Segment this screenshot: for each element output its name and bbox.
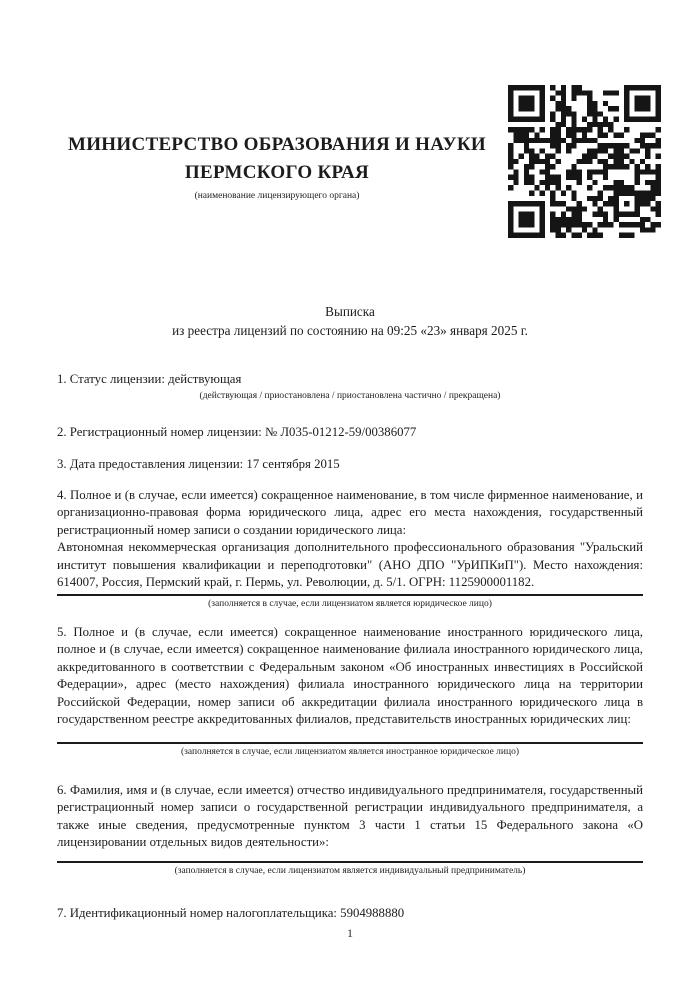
legal-entity-question: 4. Полное и (в случае, если имеется) сокращенное наименование, в том числе фирменное наименование, и организационно-правовая форма юридического лица, адрес его места нахождения, государственный регистрационный номер записи о создании юридического лица: xyxy=(57,487,643,537)
field-legal-entity xyxy=(57,487,643,610)
authority-name-line2: ПЕРМСКОГО КРАЯ xyxy=(184,162,370,183)
page-number: 1 xyxy=(347,925,353,940)
field-entrepreneur xyxy=(57,782,643,877)
grant-date-text: 3. Дата предоставления лицензии: 17 сентября 2015 xyxy=(57,457,340,471)
license-status-text: 1. Статус лицензии: действующая xyxy=(57,372,242,386)
foreign-entity-question: 5. Полное и (в случае, если имеется) сокращенное наименование иностранного юридического лица, полное и (в случае, если имеется) сокращенное наименование филиала иностранного юридического лица, аккредитованного в соответствии с Федеральным законом «Об иностранных инвестициях в Российской Федерации», адрес (место нахождения) филиала иностранного юридического лица на территории Российской Федерации, номер записи об аккредитации филиала иностранного юридического лица в государственном реестре аккредитованных филиалов, представительств иностранных юридических лиц: xyxy=(57,624,643,726)
taxpayer-number-text: 7. Идентификационный номер налогоплательщика: 5904988880 xyxy=(57,905,405,920)
field-license-status xyxy=(57,371,643,402)
authority-name-line1: МИНИСТЕРСТВО ОБРАЗОВАНИЯ И НАУКИ xyxy=(67,134,487,155)
fill-in-rule xyxy=(57,594,643,596)
qr-code xyxy=(508,85,661,238)
registration-number-text: 2. Регистрационный номер лицензии: № Л035-01212-59/00386077 xyxy=(57,424,417,439)
licensing-authority-header xyxy=(57,131,497,202)
authority-caption: (наименование лицензирующего органа) xyxy=(194,191,360,201)
title-line1: Выписка xyxy=(325,304,375,319)
legal-entity-caption: (заполняется в случае, если лицензиатом является юридическое лицо) xyxy=(208,598,492,609)
field-taxpayer-number xyxy=(57,905,643,923)
field-foreign-entity xyxy=(57,624,643,758)
foreign-entity-caption: (заполняется в случае, если лицензиатом является иностранное юридическое лицо) xyxy=(181,746,519,757)
license-status-caption: (действующая / приостановлена / приостановлена частично / прекращена) xyxy=(199,390,501,401)
entrepreneur-caption: (заполняется в случае, если лицензиатом является индивидуальный предприниматель) xyxy=(174,865,526,876)
field-registration-number xyxy=(57,424,643,442)
entrepreneur-question: 6. Фамилия, имя и (в случае, если имеется) отчество индивидуального предпринимателя, государственный регистрационный номер записи о государственной регистрации индивидуального предпринимателя, а также иные сведения, предусмотренные пунктом 3 части 1 статьи 15 Федерального закона «О лицензировании отдельных видов деятельности»: xyxy=(57,782,643,849)
field-grant-date xyxy=(57,456,643,474)
document-title xyxy=(57,302,643,340)
title-line2: из реестра лицензий по состоянию на 09:25 «23» января 2025 г. xyxy=(172,323,528,338)
legal-entity-answer: Автономная некоммерческая организация дополнительного профессионального образования "Уральский институт повышения квалификации и переподготовки" (АНО ДПО "УрИПКиП"). Место нахождения: 614007, Россия, Пермский край, г. Пермь, ул. Революции, д. 5/1. ОГРН: 1125900001182. xyxy=(57,540,643,589)
fill-in-rule xyxy=(57,742,643,744)
fill-in-rule xyxy=(57,861,643,863)
